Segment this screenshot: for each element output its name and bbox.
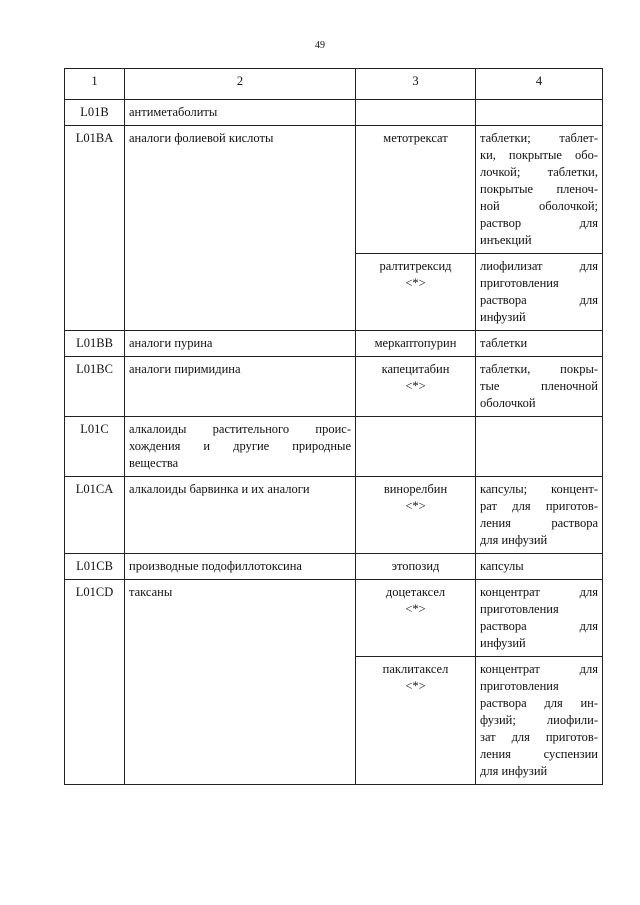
cell-line: аналоги пиримидина bbox=[129, 362, 241, 376]
dosage-form-cell bbox=[476, 357, 603, 417]
cell-line: антиметаболиты bbox=[129, 105, 218, 119]
cell-line: инфузий bbox=[480, 636, 526, 650]
cell-line: таблетки; таблет- bbox=[480, 131, 598, 145]
cell-line: рат для приготов- bbox=[480, 499, 598, 513]
table-header-row bbox=[65, 69, 603, 100]
cell-line: ления суспензии bbox=[480, 747, 598, 761]
group-name-cell bbox=[125, 126, 356, 331]
atc-code-cell: L01CD bbox=[65, 580, 125, 785]
atc-code-cell: L01C bbox=[65, 417, 125, 477]
cell-line: лиофилизат для bbox=[480, 259, 598, 273]
cell-line: доцетаксел bbox=[385, 585, 446, 599]
dosage-form-cell bbox=[476, 126, 603, 254]
cell-line: раствор для bbox=[480, 216, 598, 230]
cell-line: вещества bbox=[129, 456, 179, 470]
cell-line: аналоги пурина bbox=[129, 336, 213, 350]
cell-line: капсулы; концент- bbox=[480, 482, 598, 496]
cell-line: <*> bbox=[405, 499, 426, 513]
cell-line: лочкой; таблетки, bbox=[480, 165, 598, 179]
cell-line: <*> bbox=[405, 379, 426, 393]
cell-line: фузий; лиофили- bbox=[480, 713, 598, 727]
table-row bbox=[65, 417, 603, 477]
drug-name-cell bbox=[356, 477, 476, 554]
cell-line: раствора для bbox=[480, 619, 598, 633]
table-row bbox=[65, 126, 603, 254]
cell-line: приготовления bbox=[480, 602, 559, 616]
dosage-form-cell bbox=[476, 417, 603, 477]
cell-line: винорелбин bbox=[383, 482, 448, 496]
cell-line: концентрат для bbox=[480, 585, 598, 599]
cell-line: приготовления bbox=[480, 276, 559, 290]
atc-code-cell: L01B bbox=[65, 100, 125, 126]
atc-code-cell: L01CA bbox=[65, 477, 125, 554]
cell-line: капсулы bbox=[480, 559, 524, 573]
dosage-form-cell bbox=[476, 477, 603, 554]
cell-line: <*> bbox=[405, 602, 426, 616]
drug-name-cell bbox=[356, 126, 476, 254]
table-row bbox=[65, 554, 603, 580]
table-row bbox=[65, 331, 603, 357]
cell-line: хождения и другие природные bbox=[129, 439, 351, 453]
group-name-cell bbox=[125, 417, 356, 477]
dosage-form-cell bbox=[476, 331, 603, 357]
cell-line: таблетки bbox=[480, 336, 528, 350]
dosage-form-cell bbox=[476, 657, 603, 785]
cell-line: таблетки, покры- bbox=[480, 362, 598, 376]
cell-line: аналоги фолиевой кислоты bbox=[129, 131, 274, 145]
header-cell: 3 bbox=[356, 69, 476, 100]
drug-table bbox=[64, 68, 603, 785]
atc-code-cell: L01BB bbox=[65, 331, 125, 357]
cell-line: ной оболочкой; bbox=[480, 199, 598, 213]
table-row bbox=[65, 100, 603, 126]
cell-line: паклитаксел bbox=[382, 662, 449, 676]
group-name-cell bbox=[125, 357, 356, 417]
drug-name-cell bbox=[356, 357, 476, 417]
atc-code-cell: L01BA bbox=[65, 126, 125, 331]
table-row bbox=[65, 580, 603, 657]
group-name-cell bbox=[125, 477, 356, 554]
cell-line: производные подофиллотоксина bbox=[129, 559, 302, 573]
cell-line: <*> bbox=[405, 679, 426, 693]
cell-line: этопозид bbox=[391, 559, 440, 573]
drug-name-cell bbox=[356, 331, 476, 357]
atc-code-cell: L01BC bbox=[65, 357, 125, 417]
page-number: 49 bbox=[315, 40, 325, 51]
drug-name-cell bbox=[356, 657, 476, 785]
dosage-form-cell bbox=[476, 554, 603, 580]
cell-line: раствора для bbox=[480, 293, 598, 307]
header-cell: 1 bbox=[65, 69, 125, 100]
dosage-form-cell bbox=[476, 254, 603, 331]
cell-line: зат для приготов- bbox=[480, 730, 598, 744]
cell-line: метотрексат bbox=[383, 131, 448, 145]
cell-line: ления раствора bbox=[480, 516, 598, 530]
cell-line: тые пленочной bbox=[480, 379, 598, 393]
group-name-cell bbox=[125, 580, 356, 785]
cell-line: раствора для ин- bbox=[480, 696, 598, 710]
table-row bbox=[65, 357, 603, 417]
cell-line: оболочкой bbox=[480, 396, 536, 410]
drug-name-cell bbox=[356, 100, 476, 126]
cell-line: покрытые пленоч- bbox=[480, 182, 598, 196]
cell-line: для инфузий bbox=[480, 533, 548, 547]
atc-code-cell: L01CB bbox=[65, 554, 125, 580]
cell-line: для инфузий bbox=[480, 764, 548, 778]
drug-name-cell bbox=[356, 554, 476, 580]
cell-line: концентрат для bbox=[480, 662, 598, 676]
cell-line: алкалоиды растительного проис- bbox=[129, 422, 351, 436]
cell-line: ралтитрексид bbox=[379, 259, 452, 273]
header-cell: 4 bbox=[476, 69, 603, 100]
cell-line: инфузий bbox=[480, 310, 526, 324]
cell-line: инъекций bbox=[480, 233, 532, 247]
cell-line: <*> bbox=[405, 276, 426, 290]
dosage-form-cell bbox=[476, 100, 603, 126]
group-name-cell bbox=[125, 331, 356, 357]
dosage-form-cell bbox=[476, 580, 603, 657]
header-cell: 2 bbox=[125, 69, 356, 100]
group-name-cell bbox=[125, 100, 356, 126]
drug-name-cell bbox=[356, 417, 476, 477]
cell-line: меркаптопурин bbox=[374, 336, 457, 350]
cell-line: таксаны bbox=[129, 585, 173, 599]
cell-line: приготовления bbox=[480, 679, 559, 693]
group-name-cell bbox=[125, 554, 356, 580]
drug-name-cell bbox=[356, 580, 476, 657]
table-row bbox=[65, 477, 603, 554]
cell-line: алкалоиды барвинка и их аналоги bbox=[129, 482, 310, 496]
drug-name-cell bbox=[356, 254, 476, 331]
cell-line: капецитабин bbox=[381, 362, 450, 376]
cell-line: ки, покрытые обо- bbox=[480, 148, 598, 162]
